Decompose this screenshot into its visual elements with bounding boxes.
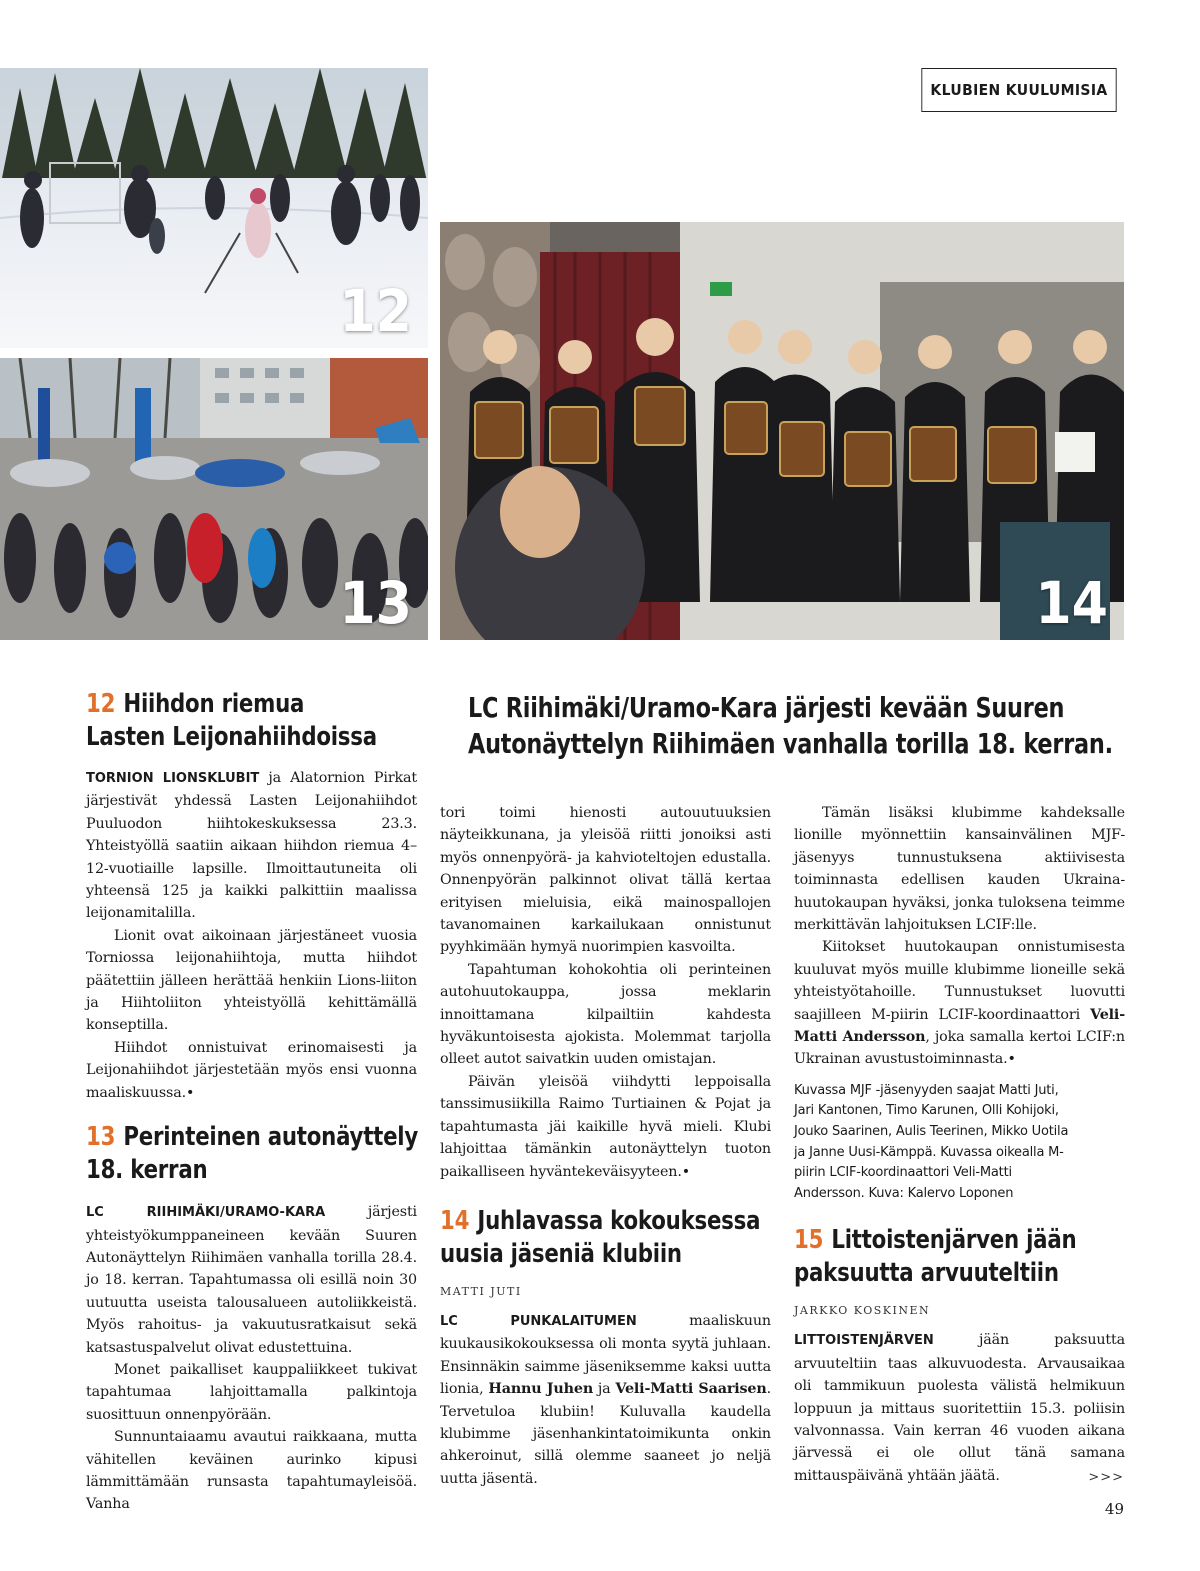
article-12-p1-text: ja Alatornion Pirkat järjestivät yhdessä Lasten Leijonahiihdot Puuluodon hiihtokeskuksessa 23.3. Yhteistyöllä saatiin aikaan hiihdon riemua 4–12-vuotiaille lapsille. Ilmoittautuneita oli yhteensä 125 ja kaikki palkittiin maalissa leijonamitalilla. [86,770,417,922]
article-14-title-line1: Juhlavassa kokouksessa [477,1205,761,1236]
column-3 [794,802,1125,1487]
article-14-p1-b: ja [593,1381,616,1398]
article-13-paragraph-4: Tapahtuman kohokohtia oli perinteinen autohuutokauppa, jossa meklarin innoittamana kilpailtiin kahdesta hyväkuntoisesta ajokista. Molemmat tarjolla olleet autot saivatkin uuden omistajan. [440,961,771,1068]
article-14-lead: LC PUNKALAITUMEN [440,1313,637,1329]
article-14-p3-b: , joka samalla kertoi LCIF:n Ukrainan avustustoiminnasta. [794,1029,1125,1068]
photo-number-13: 13 [339,569,412,637]
article-14-p3-a: Kiitokset huutokaupan onnistumisesta kuuluvat myös muille klubimme lioneille sekä yhteistyötahoille. Tunnustukset luovutti saajilleen M-piirin LCIF-koordinaattori [794,939,1125,1023]
article-15-p1-text: jään paksuutta arvuuteltiin taas alkuvuodesta. Arvausaikaa oli tammikuun puolesta välistä helmikuun loppuun ja mittaus suoritettiin 15.3. poliisin valvonnassa. Vain kerran 46 vuoden aikana järvessä ei ole ollut tänä samana mittauspäivänä yhtään jäätä. [794,1332,1125,1484]
article-14-paragraph-2: Tämän lisäksi klubimme kahdeksalle lionille myönnettiin kansainvälinen MJF-jäsenyys tunnustuksena aktiivisesta toiminnasta edellisen kauden Ukraina-huutokaupan hyväksi, jonka tuloksena teimme merkittävän lahjoituksen LCIF:lle. [794,805,1125,934]
article-15-lead: LITTOISTENJÄRVEN [794,1333,934,1349]
award-ceremony-image [440,222,1124,640]
article-13-paragraph-3: Sunnuntaiaamu avautui raikkaana, mutta vähitellen keväinen aurinko kipusi lämmittämään runsasta tapahtumayleisöä. Vanha [86,1429,417,1513]
photo-caption: Kuvassa MJF -jäsenyyden saajat Matti Juti, Jari Kantonen, Timo Karunen, Olli Kohijoki, Jouko Saarinen, Aulis Teerinen, Mikko Uotila ja Janne Uusi-Kämppä. Kuvassa oikealla M-piirin LCIF-koordinaattori Veli-Matti Andersson. Kuva: Kalervo Loponen [794,1082,1069,1201]
pull-quote-line2: Autonäyttelyn Riihimäen vanhalla torilla 18. kerran. [468,727,1113,760]
pull-quote-line1: LC Riihimäki/Uramo-Kara järjesti kevään Suuren [468,691,1065,724]
article-15-title-line2: paksuutta arvuuteltiin [794,1258,1059,1289]
section-label: KLUBIEN KUULUMISIA [921,68,1116,112]
article-12-paragraph-2: Lionit ovat aikoinaan järjestäneet vuosia Torniossa leijonahiihtoja, mutta hiihdot päätettiin jälleen herättää henkiin Lions-liiton ja Hiihtoliiton yhteistyöllä kehittämällä konseptilla. [86,927,417,1034]
article-12-paragraph-3 [86,1037,417,1104]
photo-ski-event [0,68,428,348]
article-13-title [86,1121,419,1187]
article-14-p1-c: . Tervetuloa klubiin! Kuluvalla kaudella klubimme jäsenhankintatoimikunta onkin ahkeroinut, sillä olemme saaneet jo neljä uutta jäsentä. [440,1381,771,1487]
article-13-paragraph-1 [86,1201,417,1359]
article-13-p5-text: Päivän yleisöä viihdytti leppoisalla tanssimusiikilla Raimo Turtiainen & Pojat ja tapahtumasta jäi kaikille hyvä mieli. Klubi lahjoittaa tämänkin autonäyttelyn tuoton paikalliseen hyväntekeväisyyteen. [440,1073,771,1180]
article-13-title-line1: Perinteinen autonäyttely [123,1122,419,1153]
pull-quote [468,690,1113,762]
article-14-title-line2: uusia jäseniä klubiin [440,1238,682,1269]
photo-car-show [0,358,428,640]
article-12-title-line2: Lasten Leijonahiihdoissa [86,722,377,752]
member-name-1: Hannu Juhen [488,1381,594,1398]
article-15-byline: JARKKO KOSKINEN [794,1304,931,1318]
column-2 [440,802,771,1490]
article-14-paragraph-1 [440,1310,771,1490]
article-14-byline: MATTI JUTI [440,1284,522,1298]
article-12-lead: TORNION LIONSKLUBIT [86,771,260,786]
article-15-title [794,1224,1077,1290]
article-13-paragraph-5 [440,1071,771,1183]
article-15-title-line1: Littoistenjärven jään [831,1225,1077,1256]
article-14-number: 14 [440,1205,470,1236]
article-15-paragraph-1 [794,1329,1125,1487]
photo-number-14: 14 [1035,569,1108,637]
article-13-paragraph-2: Monet paikalliset kauppaliikkeet tukivat tapahtumaa lahjoittamalla palkintoja suosittuun onnenpyörään. [86,1361,417,1423]
article-15-number: 15 [794,1225,824,1256]
column-1 [86,767,417,1516]
page-number: 49 [1104,1500,1124,1518]
article-14-paragraph-3 [794,936,1125,1070]
photo-number-12: 12 [339,277,412,345]
article-14-p1-a: maaliskuun kuukausikokouksessa oli monta syytä juhlaan. Ensinnäkin saimme jäseniksemme kaksi uutta lionia, [440,1312,771,1398]
end-mark: • [185,1084,195,1101]
article-13-title-line2: 18. kerran [86,1155,208,1186]
article-14-title [440,1205,761,1271]
article-12-number: 12 [86,689,116,719]
article-12-paragraph-1 [86,767,417,925]
end-mark: • [1007,1051,1016,1068]
photo-award-ceremony [440,222,1124,640]
article-13-paragraph-3-continued: tori toimi hienosti autouutuuksien näyteikkunana, ja yleisöä riitti jonoiksi asti myös onnenpyörä- ja kahvioteltojen edustalla. Onnenpyörän palkinnot olivat tällä kertaa erityisen mieluisia, eikä mainospallojen tavanomainen karkailukaan onnistunut pyyhkimään hymyä nuorimpien kasvoilta. [440,805,771,956]
article-12-p3-text: Hiihdot onnistuivat erinomaisesti ja Leijonahiihdot järjestetään myös ensi vuonna maaliskuussa. [86,1039,417,1101]
continued-mark: >>> [1088,1470,1124,1485]
coordinator-name: Veli-Matti Andersson [794,1006,1125,1046]
article-13-number: 13 [86,1122,116,1153]
member-name-2: Veli-Matti Saarisen [615,1381,767,1398]
article-13-lead: LC RIIHIMÄKI/URAMO-KARA [86,1205,326,1221]
article-12-title-line1: Hiihdon riemua [123,689,305,719]
end-mark: • [681,1163,691,1180]
article-12-title [86,688,377,754]
article-13-p1-text: järjesti yhteistyökumppaneineen kevään Suuren Autonäyttelyn Riihimäen vanhalla torilla 28.4. jo 18. kerran. Tapahtumassa oli esillä noin 30 uutuutta useista talousalueen autoliikkeistä. Myös rahoitus- ja vakuutusratkaisut sekä katsastuspalvelut olivat edustettuina. [86,1204,417,1356]
